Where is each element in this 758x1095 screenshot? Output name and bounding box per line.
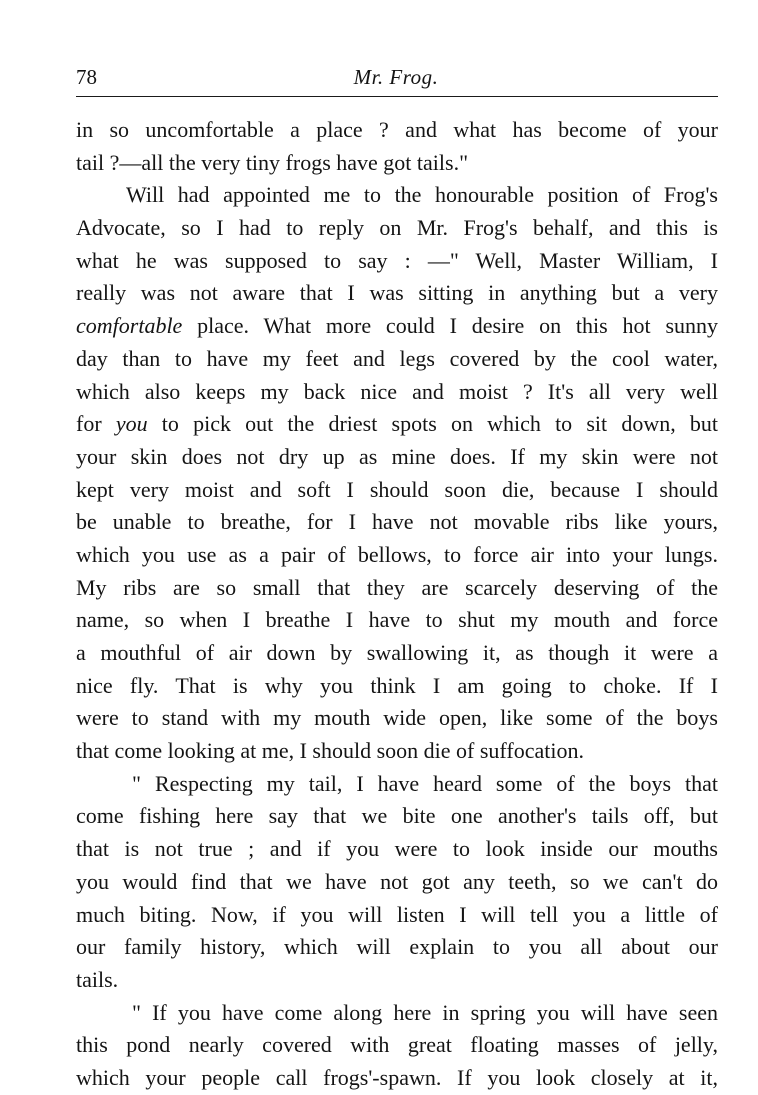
text-line: nice fly. That is why you think I am going to choke. If I	[76, 672, 718, 698]
text-line: Will had appointed me to the honourable position of Frog's	[126, 182, 718, 208]
line-rest: to pick out the driest spots on which to sit down, but	[147, 411, 718, 437]
text-line: My ribs are so small that they are scarcely deserving of the	[76, 574, 718, 600]
header-rule	[76, 96, 718, 97]
text-line: Advocate, so I had to reply on Mr. Frog's behalf, and this is	[76, 215, 718, 241]
text-line: which you use as a pair of bellows, to force air into your lungs.	[76, 541, 718, 567]
running-head: Mr. Frog.	[353, 65, 439, 89]
text-line: what he was supposed to say : —" Well, Master William, I	[76, 247, 718, 273]
text-line: come fishing here say that we bite one another's tails off, but	[76, 803, 718, 829]
text-line: which also keeps my back nice and moist ? It's all very well	[76, 378, 718, 404]
italic-word: you	[115, 411, 148, 437]
line-start: for	[76, 411, 116, 437]
text-line: this pond nearly covered with great floating masses of jelly,	[76, 1032, 718, 1058]
text-line: that is not true ; and if you were to look inside our mouths	[76, 836, 718, 862]
text-line: which your people call frogs'-spawn. If you look closely at it,	[76, 1064, 718, 1090]
italic-word: comfortable	[76, 313, 183, 339]
text-line: in so uncomfortable a place ? and what has become of your	[76, 117, 718, 142]
text-line: " If you have come along here in spring you will have seen	[132, 999, 718, 1025]
text-line: you would find that we have not got any teeth, so we can't do	[76, 868, 718, 894]
line-rest: place. What more could I desire on this hot sunny	[182, 313, 718, 339]
text-line: " Respecting my tail, I have heard some of the boys that	[132, 770, 718, 796]
text-line: our family history, which will explain to you all about our	[76, 934, 718, 960]
text-line	[76, 310, 718, 343]
text-line: that come looking at me, I should soon die of suffocation.	[76, 738, 584, 764]
text-line: day than to have my feet and legs covered by the cool water,	[76, 345, 718, 371]
text-line: tails.	[76, 966, 119, 992]
text-line: tail ?—all the very tiny frogs have got tails."	[76, 149, 469, 175]
text-line: much biting. Now, if you will listen I will tell you a little of	[76, 901, 718, 927]
body-text	[76, 114, 718, 1095]
text-line: a mouthful of air down by swallowing it, as though it were a	[76, 640, 718, 665]
text-line: name, so when I breathe I have to shut my mouth and force	[76, 607, 718, 633]
text-line: your skin does not dry up as mine does. If my skin were not	[76, 443, 718, 469]
page-number: 78	[76, 65, 97, 89]
text-line: be unable to breathe, for I have not movable ribs like yours,	[76, 509, 718, 535]
text-line: really was not aware that I was sitting in anything but a very	[76, 280, 718, 306]
page-header	[76, 62, 716, 92]
text-line: were to stand with my mouth wide open, like some of the boys	[76, 705, 718, 731]
text-line: kept very moist and soft I should soon die, because I should	[76, 476, 718, 502]
text-line	[76, 408, 718, 441]
